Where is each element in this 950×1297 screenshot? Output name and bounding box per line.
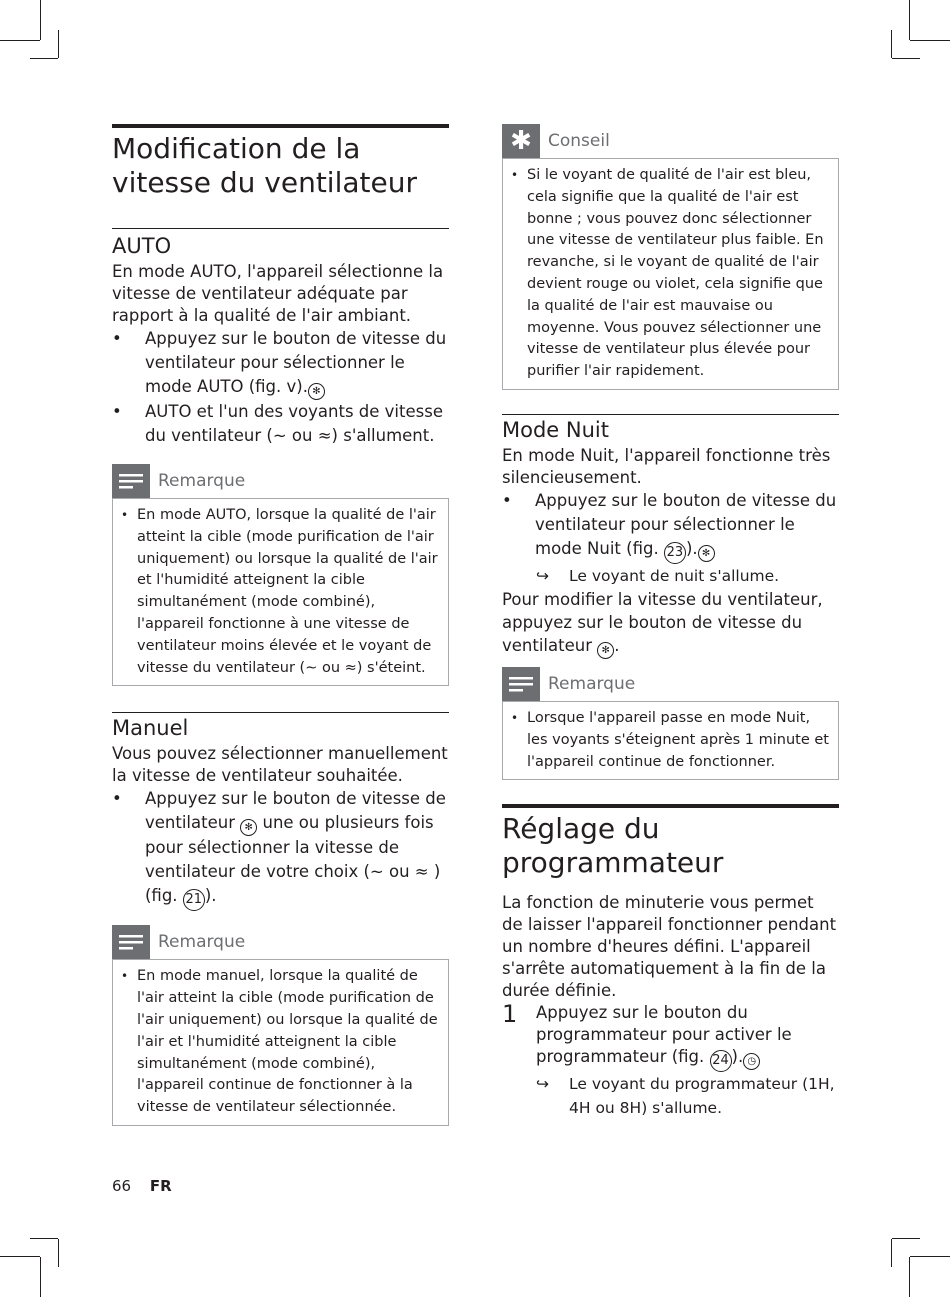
note-icon — [502, 667, 540, 701]
note-box — [502, 701, 839, 780]
tip-label: Conseil — [548, 131, 610, 151]
bullet-text: AUTO et l'un des voyants de vitesse du ventilateur (∼ ou ≈) s'allument. — [145, 402, 443, 445]
note-label: Remarque — [158, 471, 246, 491]
note-header — [112, 925, 449, 959]
bullet-text: une ou plusieurs fois pour sélectionner la vitesse de ventilateur de votre choix (∼ ou ≈ ) (fig. — [145, 813, 441, 906]
bullet-dot: • — [121, 969, 129, 984]
nuit-after — [502, 588, 839, 659]
nuit-after-text: Pour modifier la vitesse du ventilateur, appuyez sur le bouton de vitesse du ventilateur — [502, 589, 823, 655]
tip-header — [502, 124, 839, 158]
step-number: 1 — [502, 1000, 518, 1029]
divider — [112, 712, 449, 713]
bullet-dot: • — [511, 168, 519, 182]
step-item — [502, 1002, 839, 1072]
crop-mark — [909, 0, 910, 40]
bullet-dot: • — [112, 402, 122, 421]
note-text: En mode AUTO, lorsque la qualité de l'air atteint la cible (mode purification de l'air uniquement) ou lorsque la qualité de l'air et l'humidité atteignent la cible simultanément (mode combiné), l'appareil fonctionne à une vitesse de ventilateur moins élevée et le voyant de vitesse du ventilateur (∼ ou ≈) s'éteint. — [137, 507, 438, 676]
bullet-item — [112, 327, 449, 400]
nuit-after-end: . — [614, 635, 620, 655]
tip-box — [502, 158, 839, 390]
bullet-text: Appuyez sur le bouton de vitesse du ventilateur pour sélectionner le mode Nuit (fig. — [535, 490, 837, 558]
bullet-dot: • — [121, 508, 129, 522]
note-text: En mode manuel, lorsque la qualité de l'air atteint la cible (mode purification de l'air uniquement) ou lorsque la qualité de l'air et l'humidité atteignent la cible simultanément (mode combiné), l'appareil continue de fonctionner à la vitesse de ventilateur sélectionnée. — [137, 968, 438, 1116]
manuel-intro: Vous pouvez sélectionner manuellement la vitesse de ventilateur souhaitée. — [112, 744, 448, 786]
result-item — [502, 564, 839, 588]
figure-number: 23 — [664, 542, 686, 564]
divider — [112, 228, 449, 229]
asterisk-icon: ✱ — [502, 124, 540, 158]
crop-mark — [892, 1238, 920, 1239]
crop-mark — [30, 58, 58, 59]
note-icon — [112, 925, 150, 959]
note-header — [502, 667, 839, 701]
clock-icon: ◷ — [743, 1053, 760, 1070]
bullet-dot: • — [112, 789, 122, 809]
page-number: 66 — [112, 1177, 132, 1195]
tip-text: Si le voyant de qualité de l'air est bleu, cela signifie que la qualité de l'air est bonne ; vous pouvez donc sélectionner une vitesse de ventilateur plus faible. En revanche, si le voyant de qualité de l'air devient rouge ou violet, cela signifie que la qualité de l'air est mauvaise ou moyenne. Vous pouvez sélectionner une vitesse de ventilateur plus élevée pour purifier l'air rapidement. — [527, 167, 824, 380]
result-text: Le voyant du programmateur (1H, 4H ou 8H) s'allume. — [569, 1075, 835, 1118]
result-arrow-icon: ↪ — [536, 566, 549, 585]
step-text-end: ). — [731, 1047, 744, 1067]
crop-mark — [891, 1239, 892, 1267]
note-box — [112, 498, 449, 686]
crop-mark — [0, 40, 40, 41]
crop-mark — [909, 1257, 910, 1297]
note-icon — [112, 464, 150, 498]
language-code: FR — [149, 1177, 172, 1195]
section-rule — [112, 124, 449, 128]
fan-icon: ✻ — [698, 545, 715, 562]
timer-title: Réglage du programmateur — [502, 812, 724, 880]
section-title: Modification de la vitesse du ventilateur — [112, 132, 417, 199]
step-text: Appuyez sur le bouton du programmateur pour activer le programmateur (fig. — [536, 1003, 792, 1067]
result-item — [502, 1072, 839, 1120]
result-text: Le voyant de nuit s'allume. — [569, 566, 780, 585]
timer-intro: La fonction de minuterie vous permet de laisser l'appareil fonctionner pendant un nombre d'heures défini. L'appareil s'arrête automatiquement à la fin de la durée définie. — [502, 893, 837, 1001]
note-box — [112, 959, 449, 1126]
fan-icon: ✻ — [308, 383, 325, 400]
fan-icon: ✻ — [240, 819, 257, 836]
left-column — [112, 124, 449, 1126]
bullet-dot: • — [502, 490, 512, 510]
crop-mark — [58, 1239, 59, 1267]
figure-number: 24 — [710, 1050, 732, 1072]
divider — [502, 414, 839, 415]
bullet-item — [502, 489, 839, 564]
result-arrow-icon: ↪ — [536, 1075, 549, 1094]
note-text: Lorsque l'appareil passe en mode Nuit, les voyants s'éteignent après 1 minute et l'appareil continue de fonctionner. — [527, 709, 829, 770]
crop-mark — [892, 58, 920, 59]
page-footer — [112, 1177, 186, 1195]
bullet-text-end: ). — [685, 538, 698, 558]
crop-mark — [910, 1256, 950, 1257]
fan-icon: ✻ — [597, 642, 614, 659]
bullet-text: Appuyez sur le bouton de vitesse du ventilateur pour sélectionner le mode AUTO (fig. v). — [145, 329, 447, 396]
bullet-text-end: ). — [204, 886, 217, 906]
crop-mark — [30, 1238, 58, 1239]
crop-mark — [0, 1256, 40, 1257]
crop-mark — [891, 30, 892, 58]
section-rule — [502, 804, 839, 808]
bullet-dot: • — [112, 329, 122, 348]
note-label: Remarque — [158, 932, 246, 953]
bullet-item — [112, 400, 449, 448]
crop-mark — [58, 30, 59, 58]
bullet-text: Appuyez sur le bouton de vitesse de ventilateur — [145, 789, 446, 833]
nuit-heading: Mode Nuit — [502, 417, 609, 442]
auto-heading: AUTO — [112, 234, 172, 258]
auto-intro: En mode AUTO, l'appareil sélectionne la vitesse de ventilateur adéquate par rapport à la qualité de l'air ambiant. — [112, 262, 444, 325]
right-column — [502, 124, 839, 1120]
bullet-item — [112, 787, 449, 911]
note-header — [112, 464, 449, 498]
crop-mark — [40, 0, 41, 40]
figure-number: 21 — [183, 889, 205, 911]
note-label: Remarque — [548, 673, 636, 694]
crop-mark — [40, 1257, 41, 1297]
manuel-heading: Manuel — [112, 716, 189, 741]
nuit-intro: En mode Nuit, l'appareil fonctionne très silencieusement. — [502, 445, 831, 487]
bullet-dot: • — [511, 710, 519, 725]
crop-mark — [910, 40, 950, 41]
